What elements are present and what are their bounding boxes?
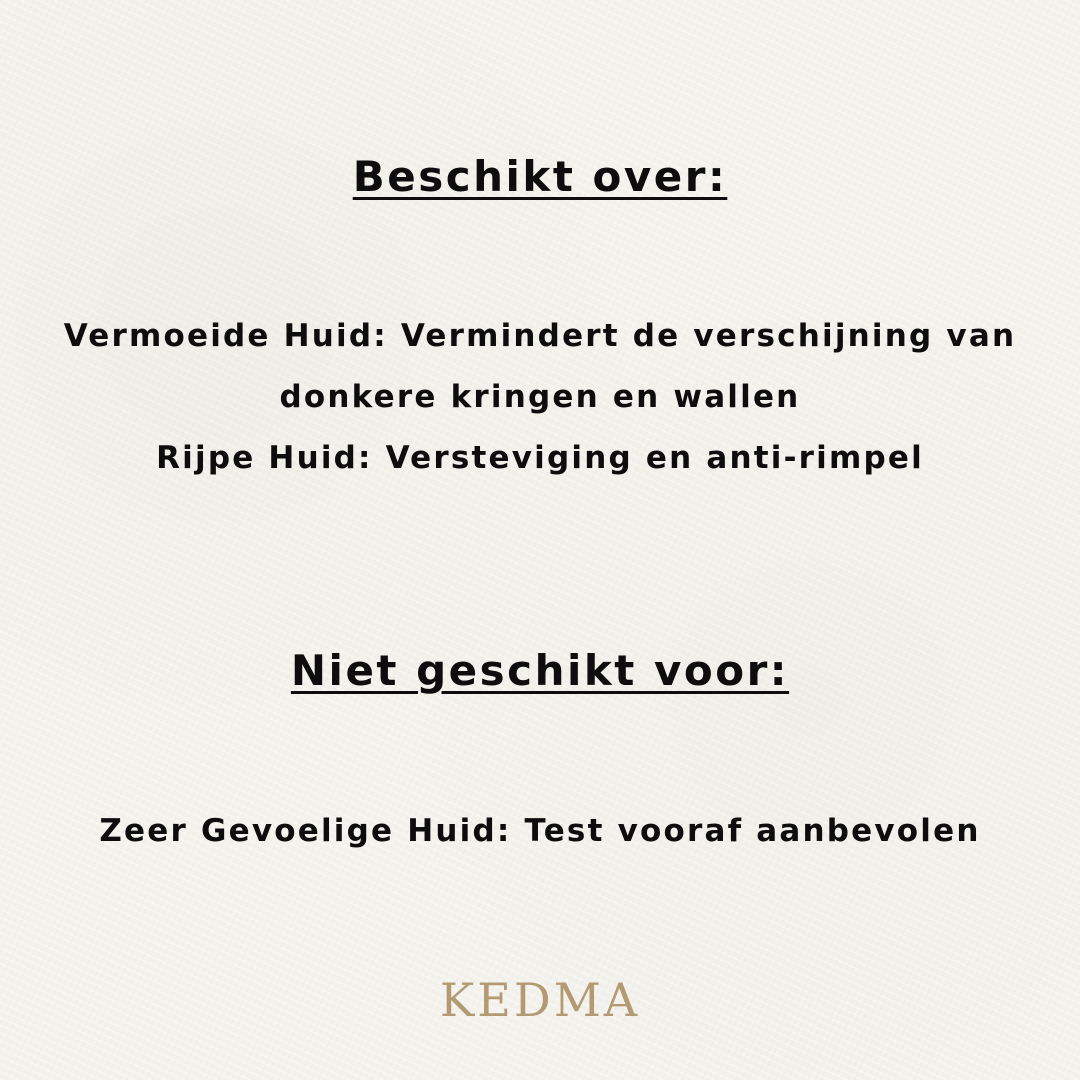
suitable-item-line-1: Vermoeide Huid: Vermindert de verschijning van <box>63 318 1017 354</box>
not-suitable-heading: Niet geschikt voor: <box>290 646 790 695</box>
brand-logo: KEDMA <box>439 973 641 1027</box>
suitable-item-line-3: Rijpe Huid: Versteviging en anti-rimpel <box>156 440 924 476</box>
suitable-heading: Beschikt over: <box>352 152 728 201</box>
not-suitable-list <box>0 801 1080 862</box>
suitable-item-line-2: donkere kringen en wallen <box>279 379 801 415</box>
not-suitable-item-line-1: Zeer Gevoelige Huid: Test vooraf aanbevolen <box>99 813 981 849</box>
suitable-list <box>0 306 1080 489</box>
